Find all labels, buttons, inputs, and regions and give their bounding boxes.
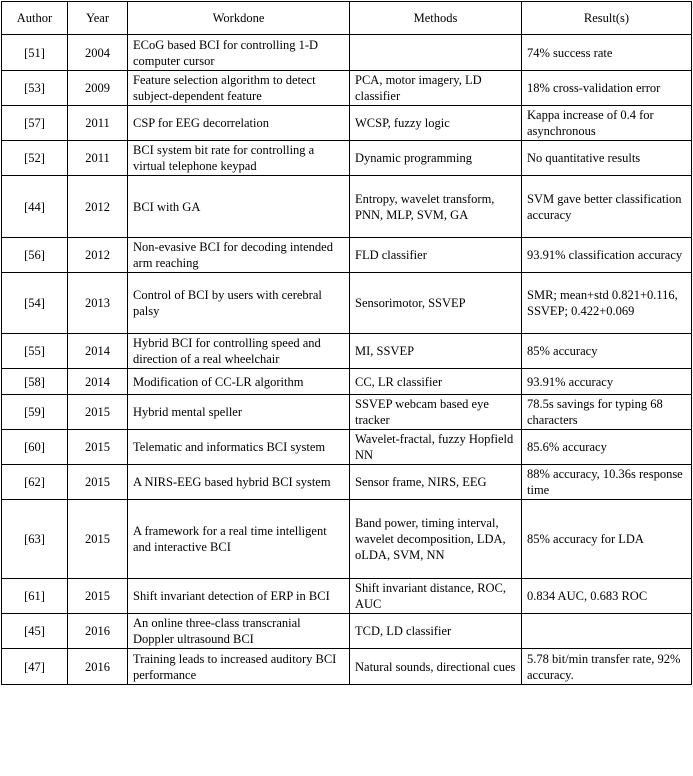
year-cell: 2012 — [68, 176, 128, 238]
result-cell: 88% accuracy, 10.36s response time — [522, 465, 692, 500]
workdone-cell: Telematic and informatics BCI system — [128, 430, 350, 465]
author-cell: [56] — [2, 238, 68, 273]
header-workdone: Workdone — [128, 2, 350, 35]
result-cell: SMR; mean+std 0.821+0.116, SSVEP; 0.422+0.069 — [522, 273, 692, 334]
result-cell: 93.91% accuracy — [522, 369, 692, 395]
workdone-cell: CSP for EEG decorrelation — [128, 106, 350, 141]
workdone-cell: A NIRS-EEG based hybrid BCI system — [128, 465, 350, 500]
table-row — [2, 500, 692, 579]
methods-cell: Entropy, wavelet transform, PNN, MLP, SVM, GA — [350, 176, 522, 238]
methods-cell: WCSP, fuzzy logic — [350, 106, 522, 141]
table-row — [2, 369, 692, 395]
year-cell: 2009 — [68, 71, 128, 106]
workdone-cell: A framework for a real time intelligent and interactive BCI — [128, 500, 350, 579]
author-cell: [59] — [2, 395, 68, 430]
author-cell: [62] — [2, 465, 68, 500]
table-row — [2, 141, 692, 176]
table-row — [2, 430, 692, 465]
methods-cell — [350, 35, 522, 71]
result-cell: No quantitative results — [522, 141, 692, 176]
table-row — [2, 579, 692, 614]
table-row — [2, 238, 692, 273]
table-row — [2, 334, 692, 369]
methods-cell: TCD, LD classifier — [350, 614, 522, 649]
author-cell: [61] — [2, 579, 68, 614]
methods-cell: Dynamic programming — [350, 141, 522, 176]
result-cell — [522, 614, 692, 649]
workdone-cell: Shift invariant detection of ERP in BCI — [128, 579, 350, 614]
table-row — [2, 649, 692, 685]
author-cell: [57] — [2, 106, 68, 141]
author-cell: [63] — [2, 500, 68, 579]
table-row — [2, 395, 692, 430]
result-cell: 5.78 bit/min transfer rate, 92% accuracy. — [522, 649, 692, 685]
year-cell: 2004 — [68, 35, 128, 71]
author-cell: [44] — [2, 176, 68, 238]
workdone-cell: Control of BCI by users with cerebral palsy — [128, 273, 350, 334]
methods-cell: FLD classifier — [350, 238, 522, 273]
year-cell: 2012 — [68, 238, 128, 273]
workdone-cell: Feature selection algorithm to detect subject-dependent feature — [128, 71, 350, 106]
year-cell: 2015 — [68, 500, 128, 579]
author-cell: [54] — [2, 273, 68, 334]
workdone-cell: BCI with GA — [128, 176, 350, 238]
table-row — [2, 71, 692, 106]
result-cell: 78.5s savings for typing 68 characters — [522, 395, 692, 430]
header-results: Result(s) — [522, 2, 692, 35]
methods-cell: Sensor frame, NIRS, EEG — [350, 465, 522, 500]
workdone-cell: Training leads to increased auditory BCI performance — [128, 649, 350, 685]
year-cell: 2015 — [68, 395, 128, 430]
header-year: Year — [68, 2, 128, 35]
year-cell: 2014 — [68, 369, 128, 395]
methods-cell: Shift invariant distance, ROC, AUC — [350, 579, 522, 614]
workdone-cell: BCI system bit rate for controlling a virtual telephone keypad — [128, 141, 350, 176]
author-cell: [51] — [2, 35, 68, 71]
result-cell: 0.834 AUC, 0.683 ROC — [522, 579, 692, 614]
table-row — [2, 465, 692, 500]
year-cell: 2015 — [68, 579, 128, 614]
methods-cell: MI, SSVEP — [350, 334, 522, 369]
author-cell: [52] — [2, 141, 68, 176]
result-cell: 85.6% accuracy — [522, 430, 692, 465]
header-author: Author — [2, 2, 68, 35]
table-row — [2, 176, 692, 238]
methods-cell: PCA, motor imagery, LD classifier — [350, 71, 522, 106]
workdone-cell: Modification of CC-LR algorithm — [128, 369, 350, 395]
result-cell: 85% accuracy — [522, 334, 692, 369]
year-cell: 2011 — [68, 106, 128, 141]
table-row — [2, 106, 692, 141]
workdone-cell: Non-evasive BCI for decoding intended arm reaching — [128, 238, 350, 273]
author-cell: [60] — [2, 430, 68, 465]
author-cell: [58] — [2, 369, 68, 395]
methods-cell: Band power, timing interval, wavelet decomposition, LDA, oLDA, SVM, NN — [350, 500, 522, 579]
methods-cell: Natural sounds, directional cues — [350, 649, 522, 685]
table-row — [2, 614, 692, 649]
literature-table — [1, 1, 692, 685]
result-cell: Kappa increase of 0.4 for asynchronous — [522, 106, 692, 141]
workdone-cell: ECoG based BCI for controlling 1-D computer cursor — [128, 35, 350, 71]
year-cell: 2016 — [68, 649, 128, 685]
header-methods: Methods — [350, 2, 522, 35]
author-cell: [45] — [2, 614, 68, 649]
author-cell: [47] — [2, 649, 68, 685]
methods-cell: Wavelet-fractal, fuzzy Hopfield NN — [350, 430, 522, 465]
workdone-cell: An online three-class transcranial Doppler ultrasound BCI — [128, 614, 350, 649]
header-row — [2, 2, 692, 35]
year-cell: 2015 — [68, 430, 128, 465]
year-cell: 2013 — [68, 273, 128, 334]
table-row — [2, 35, 692, 71]
author-cell: [55] — [2, 334, 68, 369]
methods-cell: SSVEP webcam based eye tracker — [350, 395, 522, 430]
result-cell: 85% accuracy for LDA — [522, 500, 692, 579]
year-cell: 2016 — [68, 614, 128, 649]
workdone-cell: Hybrid BCI for controlling speed and direction of a real wheelchair — [128, 334, 350, 369]
author-cell: [53] — [2, 71, 68, 106]
workdone-cell: Hybrid mental speller — [128, 395, 350, 430]
methods-cell: Sensorimotor, SSVEP — [350, 273, 522, 334]
result-cell: SVM gave better classification accuracy — [522, 176, 692, 238]
year-cell: 2014 — [68, 334, 128, 369]
year-cell: 2015 — [68, 465, 128, 500]
year-cell: 2011 — [68, 141, 128, 176]
result-cell: 18% cross-validation error — [522, 71, 692, 106]
result-cell: 93.91% classification accuracy — [522, 238, 692, 273]
methods-cell: CC, LR classifier — [350, 369, 522, 395]
result-cell: 74% success rate — [522, 35, 692, 71]
table-row — [2, 273, 692, 334]
